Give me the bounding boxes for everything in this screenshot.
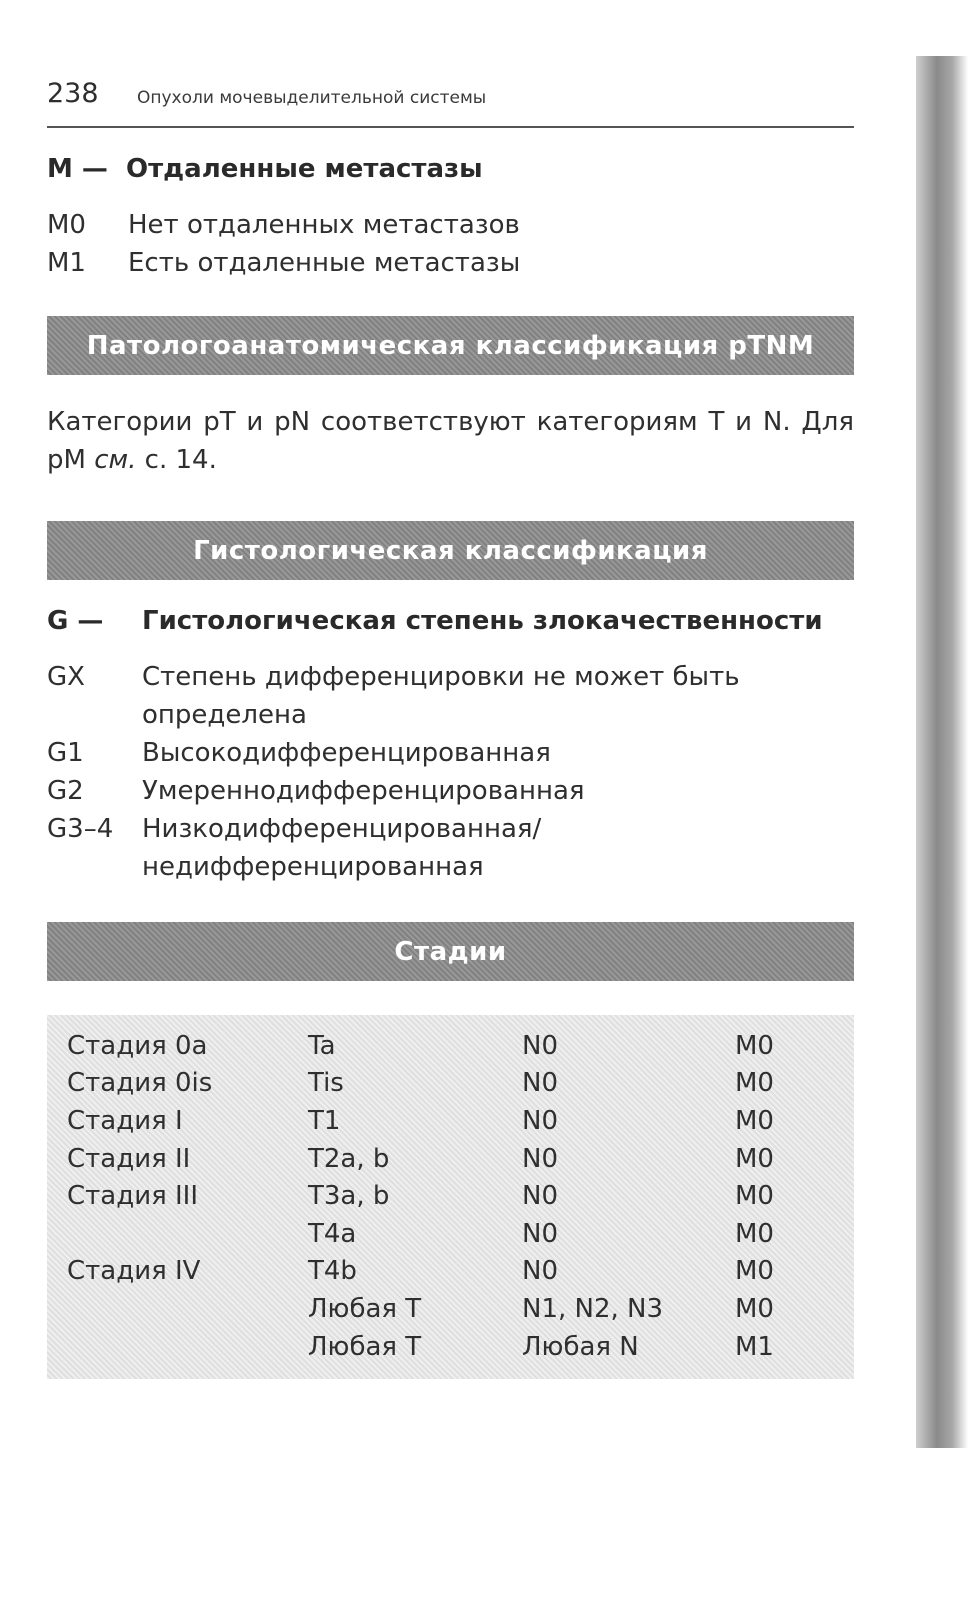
g-description: Умереннодифференцированная: [142, 776, 585, 806]
list-item: [47, 810, 854, 886]
section-title-stages: Стадии: [47, 922, 854, 981]
t-cell: T4b: [308, 1256, 357, 1287]
g-section: [47, 606, 854, 886]
m-description: Есть отдаленные метастазы: [128, 248, 521, 278]
m-list: [47, 206, 854, 282]
g-heading: [47, 606, 854, 636]
n-cell: N0: [522, 1030, 558, 1061]
ptnm-paragraph-end: с. 14.: [144, 445, 217, 475]
m-heading-code: M —: [47, 154, 108, 184]
n-cell: N0: [522, 1143, 558, 1174]
table-row: [67, 1065, 834, 1103]
stage-cell: Стадия IV: [67, 1256, 201, 1287]
n-cell: N0: [522, 1218, 558, 1249]
m-cell: M0: [735, 1143, 774, 1174]
list-item: [47, 244, 854, 282]
table-row: [67, 1140, 834, 1178]
g-description: Высокодифференцированная: [142, 738, 551, 768]
stage-cell: Стадия 0a: [67, 1030, 208, 1061]
ptnm-paragraph-main: Категории pT и pN соответствуют категориям T и N. Для pM: [47, 407, 854, 475]
m-cell: M0: [735, 1218, 774, 1249]
stage-table: [47, 1015, 854, 1379]
m-cell: M0: [735, 1068, 774, 1099]
m-heading: [47, 154, 854, 184]
t-cell: Любая T: [308, 1331, 422, 1362]
ptnm-paragraph: [47, 403, 854, 479]
page-content: [47, 78, 854, 1379]
m-section: [47, 154, 854, 282]
m-cell: M1: [735, 1331, 774, 1362]
page-edge-shadow: [916, 56, 968, 1448]
running-title: Опухоли мочевыделительной системы: [137, 88, 487, 108]
stage-cell: Стадия III: [67, 1181, 199, 1212]
n-cell: N0: [522, 1181, 558, 1212]
t-cell: Любая T: [308, 1293, 422, 1324]
table-row: [67, 1027, 834, 1065]
g-code: G2: [47, 776, 84, 806]
m-cell: M0: [735, 1030, 774, 1061]
g-description: Степень дифференцировки не может быть определена: [142, 662, 740, 730]
m-cell: M0: [735, 1293, 774, 1324]
m-cell: M0: [735, 1181, 774, 1212]
n-cell: Любая N: [522, 1331, 639, 1362]
section-title-ptnm: Патологоанатомическая классификация pTNM: [47, 316, 854, 375]
g-list: [47, 658, 854, 886]
g-code: G3–4: [47, 814, 114, 844]
list-item: [47, 658, 854, 734]
m-cell: M0: [735, 1256, 774, 1287]
t-cell: T2a, b: [308, 1143, 390, 1174]
m-description: Нет отдаленных метастазов: [128, 210, 520, 240]
g-description: Низкодифференцированная/недифференцированная: [142, 814, 542, 882]
table-row: [67, 1215, 834, 1253]
t-cell: T4a: [308, 1218, 357, 1249]
table-row: [67, 1253, 834, 1291]
g-heading-text: Гистологическая степень злокачественности: [142, 606, 823, 636]
section-title-histology: Гистологическая классификация: [47, 521, 854, 580]
list-item: [47, 772, 854, 810]
t-cell: Ta: [308, 1030, 336, 1061]
stage-cell: [67, 1215, 308, 1253]
t-cell: Tis: [308, 1068, 344, 1099]
stage-cell: Стадия I: [67, 1105, 183, 1136]
running-header: [47, 78, 854, 128]
g-code: G1: [47, 738, 84, 768]
table-row: [67, 1290, 834, 1328]
page-number: 238: [47, 78, 99, 109]
ptnm-paragraph-italic: см.: [94, 445, 137, 475]
t-cell: T3a, b: [308, 1181, 390, 1212]
table-row: [67, 1328, 834, 1366]
n-cell: N0: [522, 1256, 558, 1287]
t-cell: T1: [308, 1105, 341, 1136]
stage-cell: Стадия 0is: [67, 1068, 213, 1099]
m-heading-text: Отдаленные метастазы: [126, 154, 483, 184]
list-item: [47, 206, 854, 244]
m-code: M1: [47, 248, 86, 278]
table-row: [67, 1177, 834, 1215]
list-item: [47, 734, 854, 772]
g-code: GX: [47, 662, 85, 692]
m-cell: M0: [735, 1105, 774, 1136]
stage-cell: Стадия II: [67, 1143, 191, 1174]
stage-cell: [67, 1328, 308, 1366]
table-row: [67, 1102, 834, 1140]
g-heading-code: G —: [47, 606, 104, 636]
n-cell: N0: [522, 1105, 558, 1136]
n-cell: N1, N2, N3: [522, 1293, 664, 1324]
m-code: M0: [47, 210, 86, 240]
n-cell: N0: [522, 1068, 558, 1099]
stage-cell: [67, 1290, 308, 1328]
